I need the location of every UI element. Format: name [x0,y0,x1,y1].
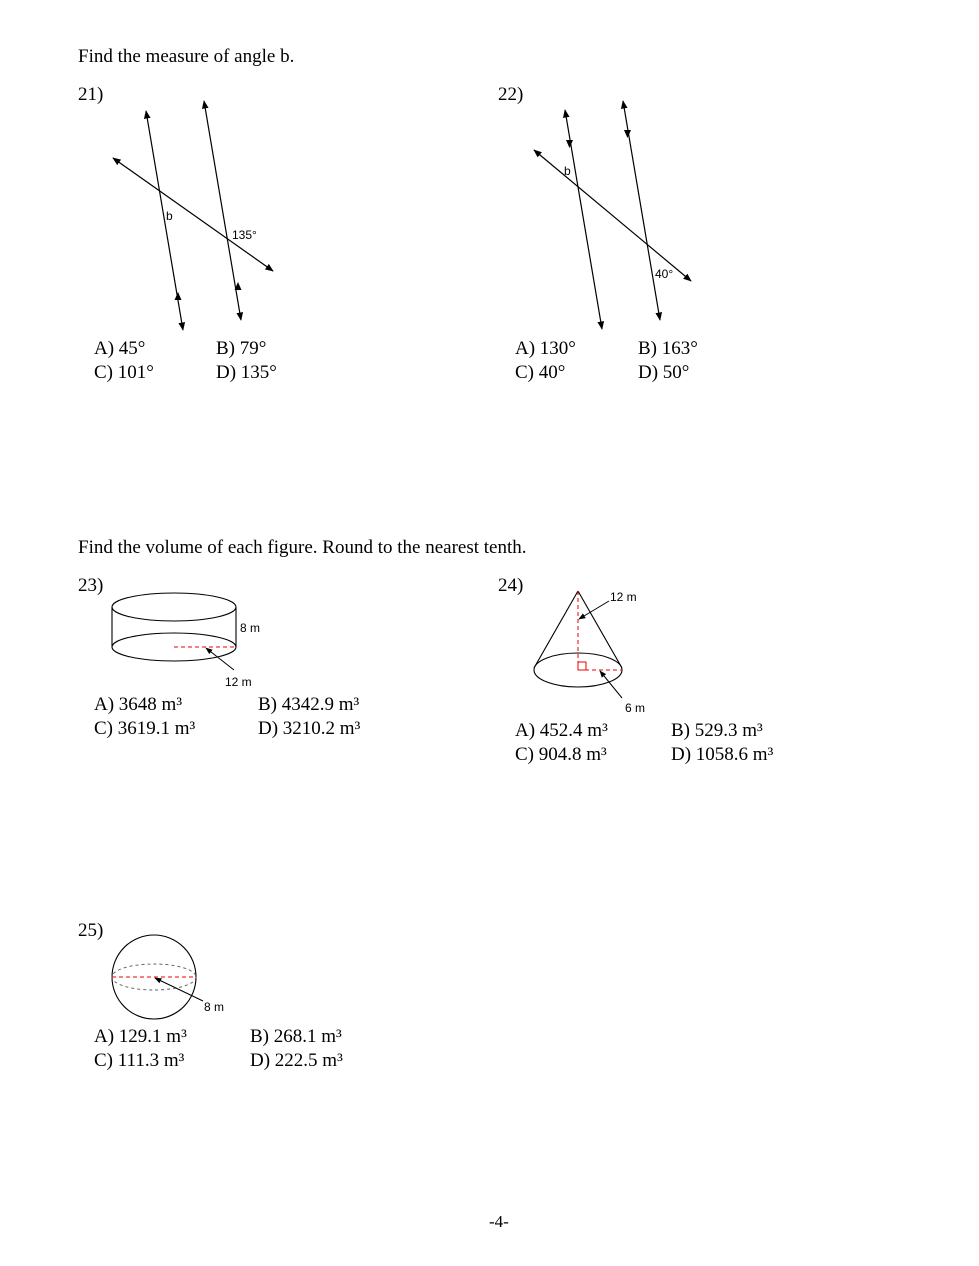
angle-b-label: b [166,209,173,223]
choice-24-b: B) 529.3 m³ [671,720,763,741]
height-label: 12 m [610,590,637,604]
choice-24-c: C) 904.8 m³ [515,744,607,765]
choice-22-c: C) 40° [515,362,566,383]
angle-135-label: 135° [232,228,257,242]
section-instruction-volume: Find the volume of each figure. Round to the nearest tenth. [78,537,527,558]
choice-23-d: D) 3210.2 m³ [258,718,361,739]
choice-24-a: A) 452.4 m³ [515,720,608,741]
problem-22-number: 22) [498,84,524,105]
choice-24-d: D) 1058.6 m³ [671,744,774,765]
choice-22-a: A) 130° [515,338,576,359]
problem-24-number: 24) [498,575,524,596]
section-instruction-angle: Find the measure of angle b. [78,46,295,67]
height-label: 8 m [240,621,261,635]
choice-25-d: D) 222.5 m³ [250,1050,343,1071]
choice-23-b: B) 4342.9 m³ [258,694,360,715]
choice-25-b: B) 268.1 m³ [250,1026,342,1047]
page-number: -4- [489,1212,509,1231]
problem-21-number: 21) [78,84,104,105]
choice-23-c: C) 3619.1 m³ [94,718,196,739]
radius-label: 6 m [625,701,646,715]
choice-22-b: B) 163° [638,338,698,359]
choice-21-c: C) 101° [94,362,154,383]
choice-25-a: A) 129.1 m³ [94,1026,187,1047]
problem-23-number: 23) [78,575,104,596]
radius-label: 12 m [225,675,252,689]
choice-21-b: B) 79° [216,338,267,359]
choice-25-c: C) 111.3 m³ [94,1050,185,1071]
choice-22-d: D) 50° [638,362,690,383]
choice-21-d: D) 135° [216,362,277,383]
problem-25-number: 25) [78,920,104,941]
choice-21-a: A) 45° [94,338,146,359]
angle-40-label: 40° [655,267,674,281]
choice-23-a: A) 3648 m³ [94,694,183,715]
angle-b-label: b [564,164,571,178]
radius-label: 8 m [204,1000,225,1014]
